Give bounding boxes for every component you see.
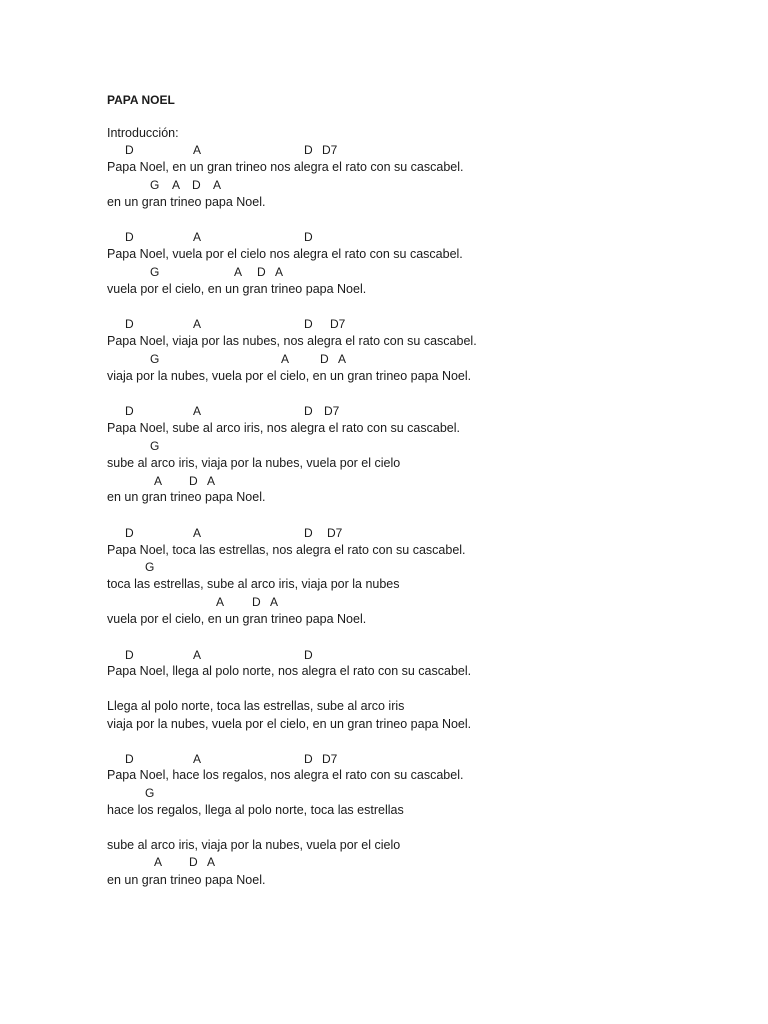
lyric-line: Papa Noel, hace los regalos, nos alegra el rato con su cascabel. — [107, 768, 464, 782]
lyric-line: vuela por el cielo, en un gran trineo papa Noel. — [107, 282, 367, 296]
chord: A — [275, 265, 284, 279]
chord: A — [207, 474, 216, 488]
chord: G — [150, 352, 160, 366]
chord: G — [150, 439, 160, 453]
chord: D — [320, 352, 329, 366]
lyric-line: Llega al polo norte, toca las estrellas, sube al arco iris — [107, 699, 405, 713]
chord: A — [213, 178, 222, 192]
chord: A — [193, 648, 202, 662]
lyric-line: Papa Noel, vuela por el cielo nos alegra el rato con su cascabel. — [107, 247, 463, 261]
chord: D — [125, 317, 134, 331]
intro-label: Introducción: — [107, 126, 179, 140]
chord: A — [338, 352, 347, 366]
chord: D — [252, 595, 261, 609]
chord: D7 — [330, 317, 346, 331]
lyric-line: hace los regalos, llega al polo norte, toca las estrellas — [107, 803, 404, 817]
chord: A — [216, 595, 225, 609]
chord: G — [145, 786, 155, 800]
chord: G — [150, 178, 160, 192]
lyric-line: en un gran trineo papa Noel. — [107, 195, 266, 209]
lyric-line: vuela por el cielo, en un gran trineo papa Noel. — [107, 612, 367, 626]
lyric-line: viaja por la nubes, vuela por el cielo, en un gran trineo papa Noel. — [107, 369, 472, 383]
lyric-line: sube al arco iris, viaja por la nubes, vuela por el cielo — [107, 456, 401, 470]
chord: A — [193, 317, 202, 331]
lyric-line: toca las estrellas, sube al arco iris, viaja por la nubes — [107, 577, 400, 591]
lyric-line: Papa Noel, toca las estrellas, nos alegra el rato con su cascabel. — [107, 543, 466, 557]
chord: A — [193, 752, 202, 766]
chord: D — [189, 474, 198, 488]
chord: D — [304, 404, 313, 418]
chord: D — [189, 855, 198, 869]
lyric-line: viaja por la nubes, vuela por el cielo, en un gran trineo papa Noel. — [107, 717, 472, 731]
chord: A — [234, 265, 243, 279]
chord: D7 — [327, 526, 343, 540]
chord: G — [145, 560, 155, 574]
chord: A — [193, 143, 202, 157]
chord: G — [150, 265, 160, 279]
chord: D7 — [324, 404, 340, 418]
chord: D — [304, 648, 313, 662]
chord: D7 — [322, 752, 338, 766]
lyric-line: Papa Noel, viaja por las nubes, nos alegra el rato con su cascabel. — [107, 334, 477, 348]
chord: A — [193, 526, 202, 540]
chord: D — [257, 265, 266, 279]
chord: D — [304, 317, 313, 331]
lyric-line: sube al arco iris, viaja por la nubes, vuela por el cielo — [107, 838, 401, 852]
chord: D — [125, 230, 134, 244]
chord: A — [154, 855, 163, 869]
chord: D — [304, 143, 313, 157]
chord: D — [125, 526, 134, 540]
chord: A — [270, 595, 279, 609]
chord: A — [193, 230, 202, 244]
lyric-line: Papa Noel, sube al arco iris, nos alegra el rato con su cascabel. — [107, 421, 460, 435]
chord: A — [207, 855, 216, 869]
chord: A — [172, 178, 181, 192]
lyric-line: Papa Noel, llega al polo norte, nos alegra el rato con su cascabel. — [107, 664, 472, 678]
chord: D — [304, 752, 313, 766]
chord: D — [125, 404, 134, 418]
lyric-line: en un gran trineo papa Noel. — [107, 490, 266, 504]
song-title: PAPA NOEL — [107, 93, 175, 107]
lyric-line: en un gran trineo papa Noel. — [107, 873, 266, 887]
chord: A — [193, 404, 202, 418]
chord: D — [304, 230, 313, 244]
chord: D — [192, 178, 201, 192]
chord: D — [304, 526, 313, 540]
chord: D — [125, 752, 134, 766]
lyric-line: Papa Noel, en un gran trineo nos alegra el rato con su cascabel. — [107, 160, 464, 174]
chord: D — [125, 143, 134, 157]
chord: A — [281, 352, 290, 366]
chord: A — [154, 474, 163, 488]
chord: D — [125, 648, 134, 662]
chord: D7 — [322, 143, 338, 157]
